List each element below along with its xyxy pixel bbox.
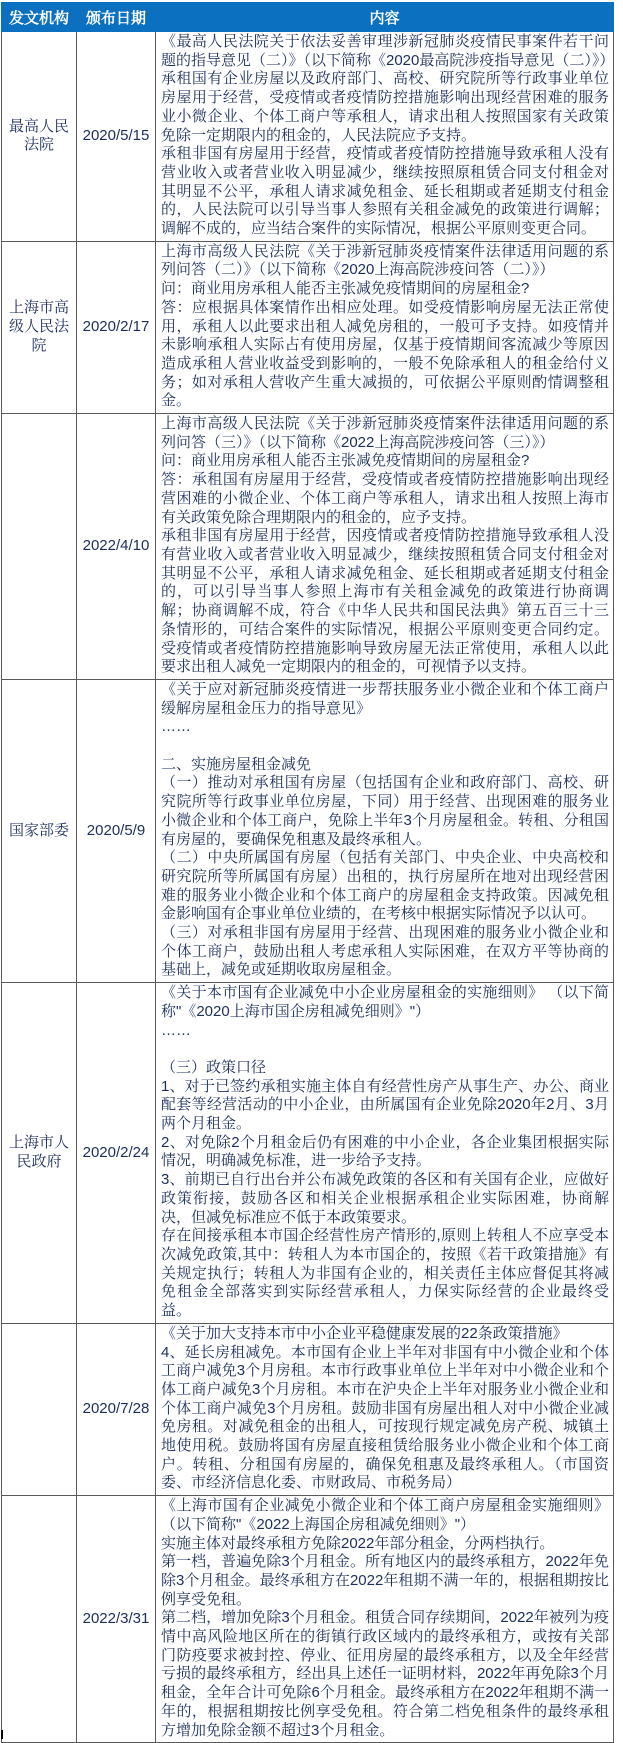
- table-row: [2, 1496, 614, 1743]
- issuing-org-cell: [2, 1323, 77, 1495]
- content-paragraph: [161, 737, 609, 756]
- content-paragraph: 第一档，普遍免除3个月租金。所有地区内的最终承租方，2022年免除3个月租金。最终承租方在2022年租期不满一年的，根据租期按比例享受免租。: [161, 1553, 609, 1608]
- content-paragraph: [161, 1040, 609, 1059]
- content-paragraph: 1、对于已签约承租实施主体自有经营性房产从事生产、办公、商业配套等经营活动的中小企业，由所属国有企业免除2020年2月、3月两个月租金。: [161, 1077, 609, 1133]
- publish-date-cell: 2022/3/31: [77, 1496, 156, 1743]
- content-paragraph: 《关于应对新冠肺炎疫情进一步帮扶服务业小微企业和个体工商户缓解房屋租金压力的指导意见》: [161, 680, 609, 717]
- content-paragraph: ……: [161, 718, 191, 736]
- issuing-org-cell: 国家部委: [2, 679, 77, 982]
- table-left-border-fragment: [1, 1730, 3, 1739]
- content-cell: [156, 414, 614, 680]
- content-cell: [156, 983, 614, 1324]
- content-paragraph: 《上海市国有企业减免小微企业和个体工商户房屋租金实施细则》（以下简称"《2022上海国企房租减免细则》"）: [161, 1497, 609, 1533]
- publish-date-cell: 2020/5/15: [77, 32, 156, 242]
- publish-date-cell: 2020/5/9: [77, 679, 156, 982]
- issuing-org-cell: 上海市人民政府: [2, 983, 77, 1324]
- table-row: [2, 414, 614, 680]
- content-paragraph: （二）中央所属国有房屋（包括有关部门、中央企业、中央高校和研究院所等所属国有房屋）出租的，执行房屋所在地对出现经营困难的服务业小微企业和个体工商户的房屋租金支持政策。因减免租金影响国有企事业单位业绩的，在考核中根据实际情况予以认可。: [161, 849, 609, 923]
- content-paragraph: 第二档，增加免除3个月租金。租赁合同存续期间，2022年被列为疫情中高风险地区所在的街镇行政区域内的最终承租方，或按有关部门防疫要求被封控、停业、征用房屋的最终承租方，以及全年经营亏损的最终承租方，经出具上述任一证明材料，2022年再免除3个月租金，全年合计可免除6个月租金。最终承租方在2022年租期不满一年的，根据租期按比例享受免租。符合第二档免租条件的最终承租方增加免除金额不超过3个月租金。: [161, 1609, 609, 1739]
- content-paragraph: 3、前期已自行出台并公布减免政策的各区和有关国有企业，应做好政策衔接，鼓励各区和相关企业根据承租企业实际困难，协商解决，但减免标准应不低于本政策要求。: [161, 1171, 609, 1226]
- content-paragraph: ……: [161, 1021, 191, 1039]
- header-row: [2, 3, 614, 32]
- publish-date-cell: 2022/4/10: [77, 414, 156, 680]
- content-paragraph: （一）推动对承租国有房屋（包括国有企业和政府部门、高校、研究院所等行政事业单位房屋，下同）用于经营、出现困难的服务业小微企业和个体工商户，免除上半年3个月房屋租金。转租、分租国有房屋的，要确保免租惠及最终承租人。: [161, 774, 609, 848]
- content-cell: [156, 241, 614, 413]
- table-row: [2, 679, 614, 982]
- table-body: [2, 32, 614, 1743]
- issuing-org-cell: 上海市高级人民法院: [2, 241, 77, 413]
- issuing-org-cell: 最高人民法院: [2, 32, 77, 242]
- content-paragraph: （三）政策口径: [161, 1058, 267, 1076]
- content-paragraph: 问：商业用房承租人能否主张减免疫情期间的房屋租金?: [161, 280, 530, 298]
- content-cell: [156, 679, 614, 982]
- content-paragraph: 2、对免除2个月租金后仍有困难的中小企业，各企业集团根据实际情况，明确减免标准，进一步给予支持。: [161, 1133, 609, 1170]
- content-paragraph: 《关于加大支持本市中小企业平稳健康发展的22条政策措施》: [161, 1324, 568, 1342]
- content-paragraph: 上海市高级人民法院《关于涉新冠肺炎疫情案件法律适用问题的系列问答（二）》（以下简称《2020上海高院涉疫问答（二）》）: [161, 242, 609, 279]
- publish-date-cell: 2020/2/17: [77, 241, 156, 413]
- content-paragraph: 上海市高级人民法院《关于涉新冠肺炎疫情案件法律适用问题的系列问答（三）》（以下简称《2022上海高院涉疫问答（三）》）: [161, 415, 609, 451]
- publish-date-cell: 2020/2/24: [77, 983, 156, 1324]
- policy-table: [1, 2, 614, 1743]
- table-row: [2, 983, 614, 1324]
- content-paragraph: 《最高人民法院关于依法妥善审理涉新冠肺炎疫情民事案件若干问题的指导意见（二）》（以下简称《2020最高院涉疫指导意见（二）》）: [161, 33, 615, 69]
- content-paragraph: 4、延长房租减免。本市国有企业上半年对非国有中小微企业和个体工商户减免3个月房租。本市行政事业单位上半年对中小微企业和个体工商户减免3个月房租。本市在沪央企上半年对服务业小微企业和个体工商户减免3个月房租。鼓励非国有房屋出租人对中小微企业减免房租。对减免租金的出租人，可按现行规定减免房产税、城镇土地使用税。鼓励将国有房屋直接租赁给服务业小微企业和个体工商户。转租、分租国有房屋的，确保免租惠及最终承租人。（市国资委、市经济信息化委、市财政局、市税务局）: [161, 1343, 609, 1492]
- publish-date-cell: 2020/7/28: [77, 1323, 156, 1495]
- content-paragraph: 实施主体对最终承租方免除2022年部分租金，分两档执行。: [161, 1534, 555, 1552]
- table-row: [2, 1323, 614, 1495]
- content-cell: [156, 32, 614, 242]
- col-header-publish-date: 颁布日期: [77, 3, 156, 32]
- content-paragraph: 承租国有企业房屋以及政府部门、高校、研究院所等行政事业单位房屋用于经营，受疫情或者疫情防控措施影响出现经营困难的服务业小微企业、个体工商户等承租人，请求出租人按照国家有关政策免除一定期限内的租金的，人民法院应予支持。: [161, 70, 609, 144]
- content-cell: [156, 1496, 614, 1743]
- issuing-org-cell: [2, 1496, 77, 1743]
- content-paragraph: 《关于本市国有企业减免中小企业房屋租金的实施细则》 （以下简称"《2020上海市国企房租减免细则》"）: [161, 984, 609, 1020]
- col-header-content: 内容: [156, 3, 614, 32]
- table-row: [2, 241, 614, 413]
- issuing-org-cell: [2, 414, 77, 680]
- content-paragraph: 存在间接承租本市国企经营性房产情形的,原则上转租人不应享受本次减免政策,其中：转租人为本市国企的，按照《若干政策措施》有关规定执行；转租人为非国有企业的，相关责任主体应督促其将减免租金全部落实到实际经营承租人，力保实际经营的企业最终受益。: [161, 1227, 609, 1320]
- table-row: [2, 32, 614, 242]
- content-paragraph: 问：商业用房承租人能否主张减免疫情期间的房屋租金?: [161, 452, 530, 470]
- content-paragraph: 二、实施房屋租金减免: [161, 755, 312, 773]
- content-paragraph: 答：承租国有房屋用于经营，受疫情或者疫情防控措施影响出现经营困难的小微企业、个体工商户等承租人，请求出租人按照上海市有关政策免除合理期限内的租金的，应予支持。: [161, 471, 609, 526]
- content-paragraph: （三）对承租非国有房屋用于经营、出现困难的服务业小微企业和个体工商户，鼓励出租人考虑承租人实际困难，在双方平等协商的基础上，减免或延期收取房屋租金。: [161, 924, 609, 979]
- content-paragraph: 承租非国有房屋用于经营，因疫情或者疫情防控措施导致承租人没有营业收入或者营业收入明显减少，继续按照租赁合同支付租金对其明显不公平，承租人请求减免租金、延长租期或者延期支付租金的，可以引导当事人参照上海市有关租金减免的政策进行协商调解；协商调解不成，符合《中华人民共和国民法典》第五百三十三条情形的，可结合案件的实际情况，根据公平原则变更合同约定。受疫情或者疫情防控措施影响导致房屋无法正常使用，承租人以此要求出租人减免一定期限内的租金的，可视情予以支持。: [161, 527, 609, 676]
- content-paragraph: 承租非国有房屋用于经营，疫情或者疫情防控措施导致承租人没有营业收入或者营业收入明显减少，继续按照原租赁合同支付租金对其明显不公平，承租人请求减免租金、延长租期或者延期支付租金的，人民法院可以引导当事人参照有关租金减免的政策进行调解；调解不成的，应当结合案件的实际情况，根据公平原则变更合同。: [161, 145, 609, 238]
- content-cell: [156, 1323, 614, 1495]
- col-header-issuing-org: 发文机构: [2, 3, 77, 32]
- content-paragraph: 答：应根据具体案情作出相应处理。如受疫情影响房屋无法正常使用，承租人以此要求出租人减免房租的，一般可予支持。如疫情并未影响承租人实际占有使用房屋，仅基于疫情期间客流减少等原因造成承租人营业收益受到影响的，一般不免除承租人的租金给付义务；如对承租人营收产生重大减损的，可依据公平原则酌情调整租金。: [161, 298, 609, 410]
